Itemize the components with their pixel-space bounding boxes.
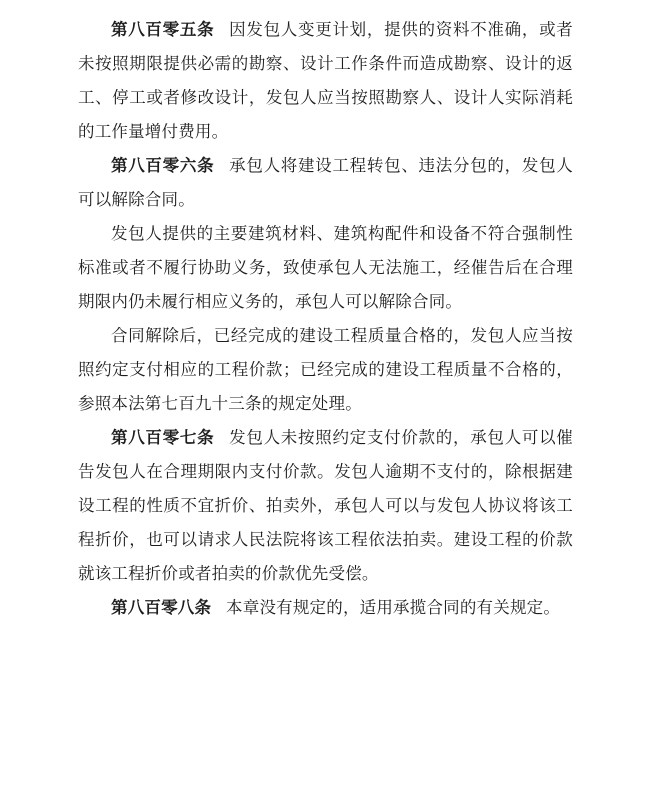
article-number-805: 第八百零五条 xyxy=(111,20,215,39)
article-number-808: 第八百零八条 xyxy=(111,598,212,617)
paragraph-article-806 xyxy=(78,149,573,217)
article-806-text: 承包人将建设工程转包、违法分包的，发包人可以解除合同。 xyxy=(78,156,574,209)
paragraph-article-806-clause-2 xyxy=(78,217,573,319)
article-807-text: 发包人未按照约定支付价款的，承包人可以催告发包人在合理期限内支付价款。发包人逾期不支付的，除根据建设工程的性质不宜折价、拍卖外，承包人可以与发包人协议将该工程折价，也可以请求人民法院将该工程依法拍卖。建设工程的价款就该工程折价或者拍卖的价款优先受偿。 xyxy=(78,428,574,583)
paragraph-article-808 xyxy=(78,591,573,625)
article-808-text: 本章没有规定的，适用承揽合同的有关规定。 xyxy=(226,598,561,617)
article-number-807: 第八百零七条 xyxy=(111,428,215,447)
paragraph-article-805 xyxy=(78,13,573,149)
paragraph-article-807 xyxy=(78,421,573,591)
paragraph-article-806-clause-3 xyxy=(78,319,573,421)
article-806-clause-3-text: 合同解除后，已经完成的建设工程质量合格的，发包人应当按照约定支付相应的工程价款；已经完成的建设工程质量不合格的，参照本法第七百九十三条的规定处理。 xyxy=(78,326,573,413)
article-number-806: 第八百零六条 xyxy=(111,156,215,175)
article-806-clause-2-text: 发包人提供的主要建筑材料、建筑构配件和设备不符合强制性标准或者不履行协助义务，致使承包人无法施工，经催告后在合理期限内仍未履行相应义务的，承包人可以解除合同。 xyxy=(78,224,573,311)
article-805-text: 因发包人变更计划，提供的资料不准确，或者未按照期限提供必需的勘察、设计工作条件而造成勘察、设计的返工、停工或者修改设计，发包人应当按照勘察人、设计人实际消耗的工作量增付费用。 xyxy=(78,20,574,141)
